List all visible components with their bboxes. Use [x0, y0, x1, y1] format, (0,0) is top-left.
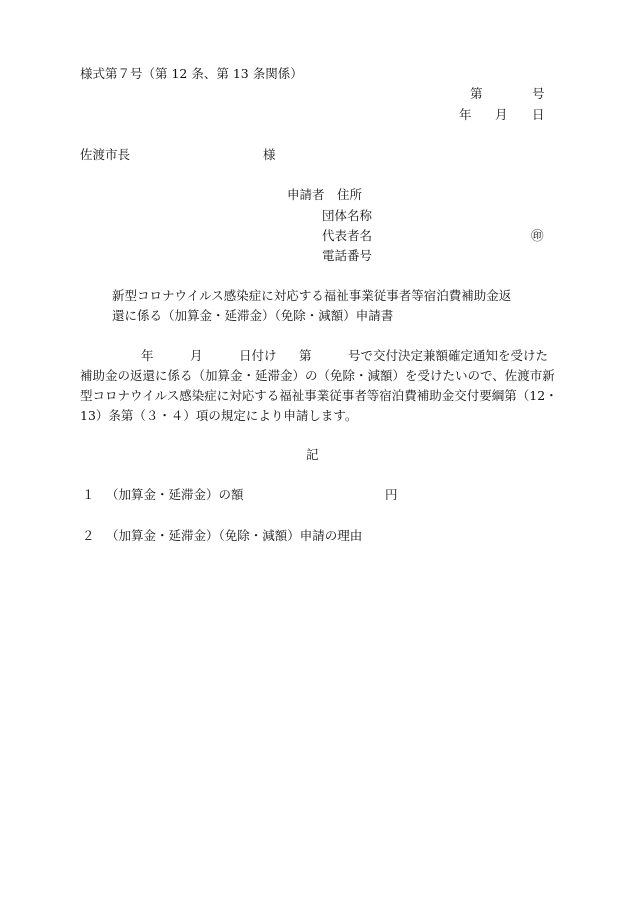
body-line-4: 13）条第（３・４）項の規定により申請します。: [80, 408, 358, 423]
body-dated: 日付け: [239, 348, 277, 363]
doc-number-suffix: 号: [532, 86, 545, 101]
doc-number-prefix: 第: [470, 86, 483, 101]
body-month: 月: [190, 348, 203, 363]
addressee-honorific: 様: [263, 147, 276, 162]
form-number: 様式第７号（第 12 条、第 13 条関係）: [80, 66, 303, 81]
ki-heading: 記: [306, 447, 319, 462]
body-no: 第: [299, 348, 312, 363]
applicant-representative-label: 代表者名: [322, 228, 373, 243]
body-line-3: 型コロナウイルス感染症に対応する福祉事業従事者等宿泊費補助金交付要綱第（12・: [80, 388, 558, 403]
applicant-phone-label: 電話番号: [322, 248, 373, 263]
body-line1-rest: 号で交付決定兼額確定通知を受けた: [348, 348, 549, 363]
item-number: １: [82, 487, 95, 502]
item-unit: 円: [385, 487, 398, 502]
date-day: 日: [532, 107, 545, 122]
item-text: （加算金・延滞金）の額: [106, 487, 244, 502]
addressee-name: 佐渡市長: [80, 147, 131, 162]
title-line-2: 還に係る（加算金・延滞金）（免除・減額）申請書: [112, 308, 394, 323]
body-line-2: 補助金の返還に係る（加算金・延滞金）の（免除・減額）を受けたいので、佐渡市新: [80, 368, 555, 383]
applicant-org-name-label: 団体名称: [322, 208, 373, 223]
date-month: 月: [495, 107, 508, 122]
applicant-address-label: 住所: [337, 187, 363, 202]
body-year: 年: [141, 348, 154, 363]
item-text: （加算金・延滞金）（免除・減額）申請の理由: [106, 528, 363, 543]
title-line-1: 新型コロナウイルス感染症に対応する福祉事業従事者等宿泊費補助金返: [112, 288, 512, 303]
seal-mark: ㊞: [531, 228, 544, 243]
applicant-label: 申請者: [287, 187, 325, 202]
item-number: ２: [82, 528, 95, 543]
date-year: 年: [459, 107, 472, 122]
